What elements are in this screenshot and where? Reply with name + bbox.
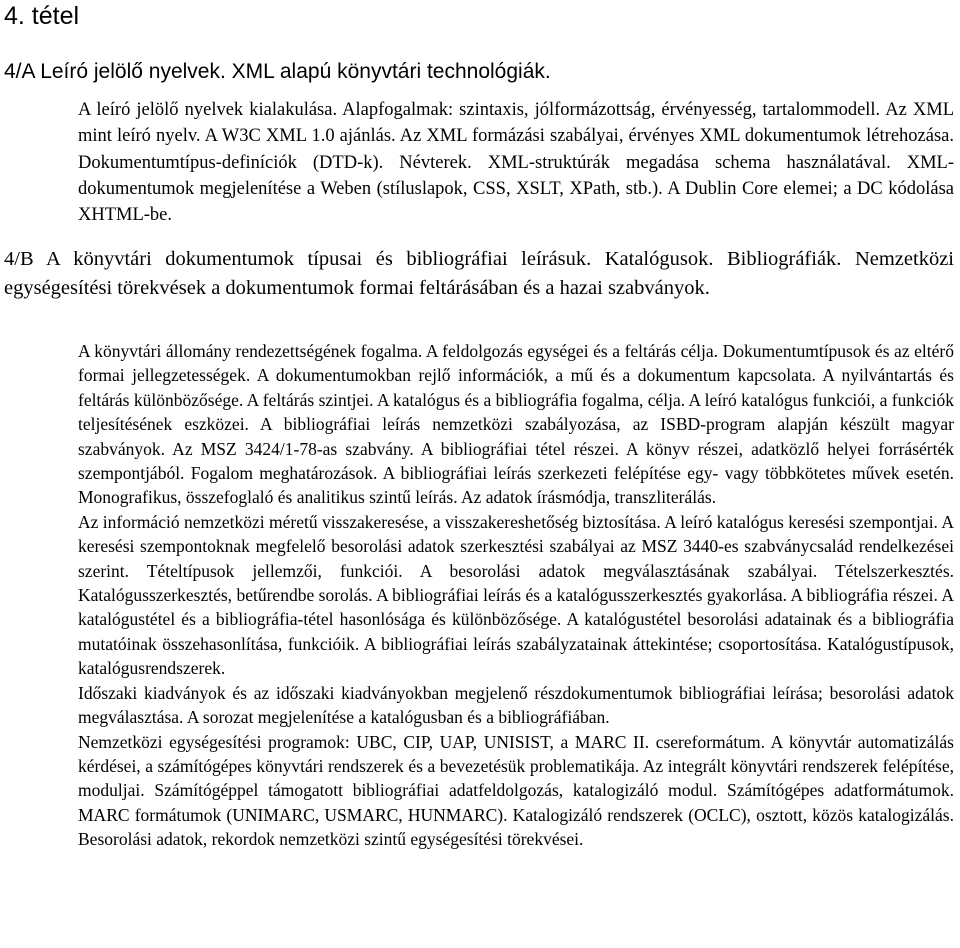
section-b-body <box>78 339 954 852</box>
page-title: 4. tétel <box>4 2 80 30</box>
section-b-heading: 4/B A könyvtári dokumentumok típusai és bibliográfiai leírásuk. Katalógusok. Bibliográfiák. Nemzetközi egységesítési törekvések a dokumentumok formai feltárásában és a hazai szabványok. <box>4 248 954 299</box>
section-a-heading: 4/A Leíró jelölő nyelvek. XML alapú könyvtári technológiák. <box>4 60 551 83</box>
section-b-paragraph-2: Az információ nemzetközi méretű visszakeresése, a visszakereshetőség biztosítása. A leíró katalógus keresési szempontjai. A keresési szempontoknak megfelelő besorolási adatok szerkesztési szabályai az MSZ 3440-es szabványcsalád rendelkezései szerint. Tételtípusok jellemzői, funkciói. A besorolási adatok megválasztásának szabályai. Tételszerkesztés. Katalógusszerkesztés, betűrendbe sorolás. A bibliográfiai leírás és a katalógusszerkesztés gyakorlása. A bibliográfia részei. A katalógustétel és a bibliográfia-tétel hasonlósága és különbözősége. A katalógustétel besorolási adatainak és a bibliográfia mutatóinak összehasonlítása, funkcióik. A bibliográfiai leírás szabályzatainak áttekintése; csoportosítása. Katalógustípusok, katalógusrendszerek. <box>78 511 954 679</box>
section-a-body: A leíró jelölő nyelvek kialakulása. Alapfogalmak: szintaxis, jólformázottság, érvényesség, tartalommodell. Az XML mint leíró nyelv. A W3C XML 1.0 ajánlás. Az XML formázási szabályai, érvényes XML dokumentumok létrehozása. Dokumentumtípus-definíciók (DTD-k). Névterek. XML-struktúrák megadása schema használatával. XML-dokumentumok megjelenítése a Weben (stíluslapok, CSS, XSLT, XPath, stb.). A Dublin Core elemei; a DC kódolása XHTML-be. <box>78 100 954 226</box>
section-b-paragraph-4: Nemzetközi egységesítési programok: UBC, CIP, UAP, UNISIST, a MARC II. csereformátum. A könyvtár automatizálás kérdései, a számítógépes könyvtári rendszerek és a bevezetésük problematikája. Az integrált könyvtári rendszerek felépítése, moduljai. Számítógéppel támogatott bibliográfiai adatfeldolgozás, katalogizáló modul. Számítógépes adatformátumok. MARC formátumok (UNIMARC, USMARC, HUNMARC). Katalogizáló rendszerek (OCLC), osztott, közös katalogizálás. Besorolási adatok, rekordok nemzetközi szintű egységesítési törekvései. <box>78 731 954 850</box>
section-b-paragraph-3: Időszaki kiadványok és az időszaki kiadványokban megjelenő részdokumentumok bibliográfiai leírása; besorolási adatok megválasztása. A sorozat megjelenítése a katalógusban és a bibliográfiában. <box>78 682 954 728</box>
section-b-paragraph-1: A könyvtári állomány rendezettségének fogalma. A feldolgozás egységei és a feltárás célja. Dokumentumtípusok és az eltérő formai jellegzetességek. A dokumentumokban rejlő információk, a mű és a dokumentum kapcsolata. A nyilvántartás és feltárás különbözősége. A feltárás szintjei. A katalógus és a bibliográfia fogalma, célja. A leíró katalógus funkciói, a funkciók teljesítésének eszközei. A bibliográfiai leírás nemzetközi szabályozása, az ISBD-program alapján készült magyar szabványok. Az MSZ 3424/1-78-as szabvány. A bibliográfiai tétel részei. A könyv részei, adatközlő helyei forrásérték szempontjából. Fogalom meghatározások. A bibliográfiai leírás szerkezeti felépítése egy- vagy többkötetes művek esetén. Monografikus, összefoglaló és analitikus szintű leírás. Az adatok írásmódja, transzliterálás. <box>78 341 954 508</box>
